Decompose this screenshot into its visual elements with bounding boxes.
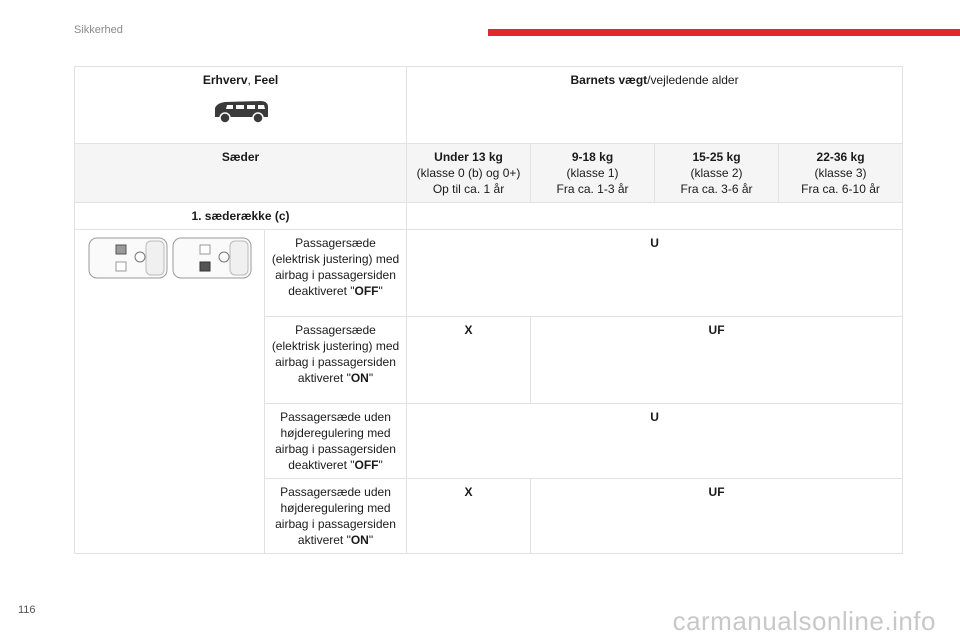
vehicle-label-sep: , — [247, 73, 255, 87]
class-weight: 15-25 kg — [692, 150, 741, 164]
seats-label: Sæder — [75, 144, 407, 203]
section-title: Sikkerhed — [74, 24, 123, 36]
class-klasse: (klasse 3) — [814, 166, 867, 180]
desc-bold: ON — [350, 533, 369, 547]
class-age: Fra ca. 1-3 år — [556, 182, 629, 196]
desc-post: " — [368, 533, 374, 547]
weight-header-cell — [407, 67, 903, 144]
row-group-empty — [407, 203, 903, 230]
seat-map-icon — [88, 235, 168, 281]
class-age: Fra ca. 3-6 år — [680, 182, 753, 196]
desc-bold: OFF — [354, 458, 379, 472]
class-cell — [655, 144, 779, 203]
desc-text: Passagersæde uden højderegulering med airbag i passagersiden aktiveret " — [275, 485, 396, 547]
page-number: 116 — [18, 604, 36, 616]
desc-post: " — [368, 371, 374, 385]
seat-description — [265, 317, 407, 404]
class-age: Op til ca. 1 år — [432, 182, 505, 196]
class-row — [75, 144, 903, 203]
class-klasse: (klasse 1) — [566, 166, 619, 180]
compat-value: X — [407, 479, 531, 554]
seat-diagram-cell — [75, 230, 265, 554]
row-group-label: 1. sæderække (c) — [75, 203, 407, 230]
class-weight: 9-18 kg — [571, 150, 614, 164]
child-seat-table — [74, 66, 903, 554]
vehicle-label-1: Erhverv — [202, 73, 248, 87]
seat-description — [265, 230, 407, 317]
desc-text: Passagersæde uden højderegulering med airbag i passagersiden deaktiveret " — [275, 410, 396, 472]
weight-header-bold: Barnets vægt — [570, 73, 648, 87]
seat-description — [265, 404, 407, 479]
row-group-row — [75, 203, 903, 230]
vehicle-cell — [75, 67, 407, 144]
compat-value: U — [407, 404, 903, 479]
weight-header-rest: /vejledende alder — [647, 73, 739, 87]
class-klasse: (klasse 2) — [690, 166, 743, 180]
desc-bold: ON — [350, 371, 369, 385]
class-cell — [779, 144, 903, 203]
class-cell — [531, 144, 655, 203]
compat-value: UF — [531, 317, 903, 404]
desc-post: " — [378, 458, 383, 472]
vehicle-label-2: Feel — [254, 73, 279, 87]
van-icon — [81, 98, 400, 128]
desc-text: Passagersæde (elektrisk justering) med airbag i passagersiden deaktiveret " — [271, 236, 400, 298]
class-weight: Under 13 kg — [434, 150, 503, 164]
compat-value: U — [407, 230, 903, 317]
table-row — [75, 230, 903, 317]
desc-bold: OFF — [354, 284, 379, 298]
header-accent-bar — [488, 29, 960, 36]
class-age: Fra ca. 6-10 år — [801, 182, 880, 196]
seat-description — [265, 479, 407, 554]
compat-value: UF — [531, 479, 903, 554]
seat-map-icon — [172, 235, 252, 281]
watermark: carmanualsonline.info — [672, 606, 936, 636]
class-cell — [407, 144, 531, 203]
class-weight: 22-36 kg — [816, 150, 865, 164]
class-klasse: (klasse 0 (b) og 0+) — [416, 166, 521, 180]
table-header-row — [75, 67, 903, 144]
desc-text: Passagersæde (elektrisk justering) med airbag i passagersiden aktiveret " — [271, 323, 400, 385]
compat-value: X — [407, 317, 531, 404]
desc-post: " — [378, 284, 383, 298]
